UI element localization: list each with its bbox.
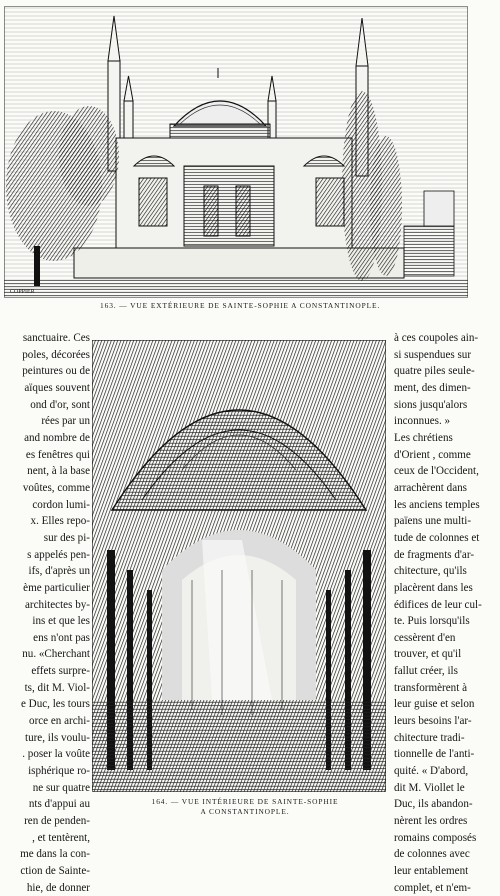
text-line: nu. «Cherchant	[22, 648, 90, 661]
text-line: Les chrétiens	[394, 431, 453, 444]
text-line: de colonnes avec	[394, 848, 470, 861]
text-line: nèrent les ordres	[394, 815, 468, 828]
left-text-column	[0, 330, 90, 896]
text-line: arrachèrent dans	[394, 481, 467, 494]
text-line: e Duc, les tours	[20, 698, 90, 711]
text-line: fallut créer, ils	[394, 665, 458, 678]
text-line: ture, ils voulu-	[24, 731, 90, 744]
text-line: sur des pi-	[43, 531, 90, 544]
text-line: quité. « D'abord,	[394, 765, 469, 778]
text-line: orce en archi-	[29, 715, 90, 728]
interior-hall	[162, 530, 316, 700]
text-line: les anciens temples	[394, 498, 480, 511]
text-line: trouver, et qu'il	[394, 648, 462, 661]
exterior-caption: 163. — VUE EXTÉRIEURE DE SAINTE-SOPHIE A CONSTANTINOPLE.	[100, 301, 381, 310]
text-line: poles, décorées	[22, 348, 90, 361]
text-line: à ces coupoles ain-	[394, 332, 479, 344]
text-line: ifs, d'après un	[28, 565, 90, 578]
text-line: leur guise et selon	[394, 698, 475, 711]
text-line: si suspendues sur	[394, 348, 472, 361]
text-line: nts d'appui au	[28, 798, 90, 811]
text-line: effets surpre-	[31, 665, 90, 678]
text-line: ne sur quatre	[32, 781, 90, 794]
text-line: me dans la con-	[20, 848, 90, 861]
text-line: ren de penden-	[24, 815, 90, 828]
right-text-column	[394, 330, 500, 896]
text-line: païens une multi-	[394, 515, 472, 528]
text-line: chitecture, qu'ils	[394, 565, 467, 578]
text-line: romains composés	[394, 831, 477, 844]
text-line: leurs besoins l'ar-	[394, 715, 472, 728]
artist-signature: COPPIER	[10, 289, 35, 295]
text-line: ction de Sainte-	[20, 865, 90, 877]
interior-caption	[120, 797, 370, 817]
text-line: isphérique ro-	[28, 765, 90, 778]
text-line: ème particulier	[23, 581, 90, 594]
text-line: ts, dit M. Viol-	[24, 681, 90, 694]
text-line: leur entablement	[394, 865, 469, 877]
text-line: inconnues. »	[394, 415, 451, 428]
text-line: hie, de donner	[26, 881, 90, 894]
text-line: ceux de l'Occident,	[394, 465, 479, 478]
interior-engraving	[92, 340, 386, 792]
text-line: édifices de leur cul-	[394, 598, 482, 611]
text-line: voûtes, comme	[22, 481, 90, 494]
text-line: dit M. Viollet le	[394, 781, 465, 794]
text-line: complet, et n'em-	[394, 881, 471, 894]
text-line: ment, des dimen-	[394, 381, 471, 394]
text-line: . poser la voûte	[22, 748, 90, 761]
interior-caption-line2: A CONSTANTINOPLE.	[200, 807, 290, 816]
text-line: placèrent dans les	[394, 581, 473, 594]
ground	[4, 278, 468, 298]
text-line: aïques souvent	[24, 381, 90, 394]
text-line: tionnelle de l'anti-	[394, 748, 475, 761]
text-line: sions jusqu'alors	[394, 398, 468, 411]
text-line: cordon lumi-	[32, 498, 90, 511]
text-line: nent, à la base	[27, 465, 90, 478]
text-line: peintures ou de	[22, 365, 90, 378]
interior-caption-line1: 164. — VUE INTÉRIEURE DE SAINTE-SOPHIE	[151, 797, 339, 806]
text-line: sanctuaire. Ces	[22, 332, 90, 344]
text-line: transformèrent à	[394, 681, 467, 694]
text-line: ins et que les	[32, 615, 90, 628]
exterior-engraving	[4, 6, 468, 298]
text-line: es fenêtres qui	[25, 448, 90, 461]
text-line: and nombre de	[24, 431, 90, 444]
text-line: s appelés pen-	[27, 548, 90, 561]
text-line: d'Orient , comme	[394, 448, 471, 461]
text-line: cessèrent d'en	[394, 631, 456, 644]
text-line: tude de colonnes et	[394, 531, 480, 544]
text-line: rées par un	[41, 415, 90, 428]
text-line: , et tentèrent,	[32, 831, 90, 844]
interior-floor	[92, 700, 386, 792]
text-line: ens n'ont pas	[33, 631, 90, 644]
text-line: x. Elles repo-	[30, 515, 90, 528]
text-line: de fragments d'ar-	[394, 548, 475, 561]
text-line: Duc, ils abandon-	[394, 798, 473, 811]
text-line: architectes by-	[25, 598, 90, 611]
text-line: quatre piles seule-	[394, 365, 475, 378]
text-line: chitecture tradi-	[394, 731, 465, 744]
text-line: ond d'or, sont	[30, 398, 90, 411]
text-line: te. Puis lorsqu'ils	[394, 615, 470, 628]
